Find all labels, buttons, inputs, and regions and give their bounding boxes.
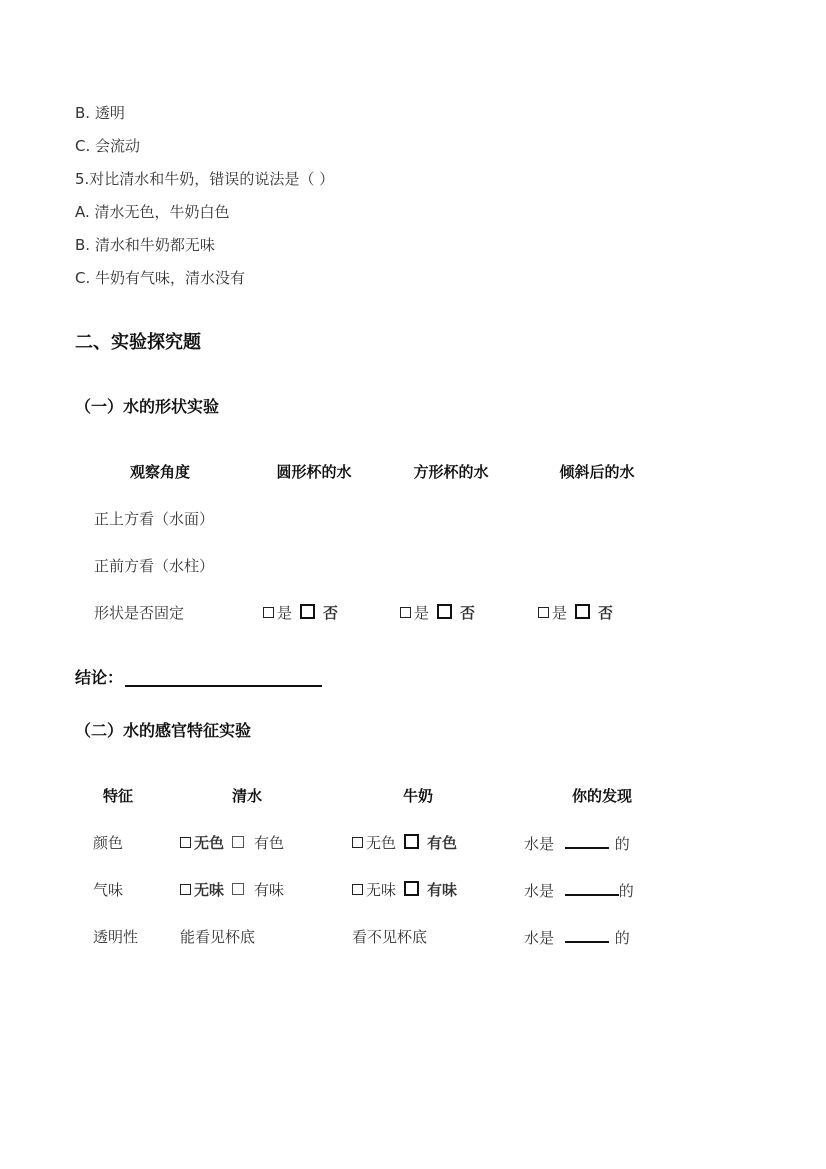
finding-prefix: 水是 bbox=[524, 929, 555, 947]
table1-header: 方形杯的水 bbox=[413, 463, 489, 481]
checkbox-icon[interactable] bbox=[437, 604, 452, 619]
option-c: C. 会流动 bbox=[75, 137, 141, 155]
finding-suffix: 的 bbox=[614, 929, 630, 947]
q5-option-c: C. 牛奶有气味，清水没有 bbox=[75, 269, 246, 287]
finding-blank[interactable] bbox=[565, 833, 609, 849]
option-label: 无色 bbox=[194, 834, 225, 852]
milk-color-choice[interactable] bbox=[352, 833, 457, 853]
table1-header: 倾斜后的水 bbox=[559, 463, 635, 481]
checkbox-icon[interactable] bbox=[404, 881, 419, 896]
conclusion-label: 结论： bbox=[75, 668, 124, 687]
yes-label: 是 bbox=[552, 604, 568, 622]
checkbox-icon[interactable] bbox=[300, 604, 315, 619]
table1-row-label: 形状是否固定 bbox=[94, 604, 185, 622]
table2-header: 特征 bbox=[102, 787, 134, 805]
yes-label: 是 bbox=[414, 604, 430, 622]
finding-blank[interactable] bbox=[565, 927, 609, 943]
fixed-shape-choice-square[interactable] bbox=[400, 603, 475, 623]
water-smell-choice[interactable] bbox=[180, 880, 284, 900]
checkbox-icon[interactable] bbox=[575, 604, 590, 619]
finding-suffix: 的 bbox=[614, 835, 630, 853]
checkbox-icon[interactable] bbox=[180, 884, 191, 895]
finding bbox=[524, 927, 630, 948]
table1-row-label: 正上方看（水面） bbox=[94, 510, 215, 528]
option-label: 有味 bbox=[254, 881, 285, 899]
table1-header: 圆形杯的水 bbox=[276, 463, 352, 481]
checkbox-icon[interactable] bbox=[232, 883, 244, 895]
checkbox-icon[interactable] bbox=[232, 836, 244, 848]
table2-header: 清水 bbox=[231, 787, 263, 805]
table1-header: 观察角度 bbox=[129, 463, 191, 481]
q5-option-b: B. 清水和牛奶都无味 bbox=[75, 236, 215, 254]
finding bbox=[524, 880, 634, 901]
option-label: 无味 bbox=[366, 881, 397, 899]
option-label: 有色 bbox=[427, 834, 458, 852]
no-label: 否 bbox=[323, 604, 339, 622]
checkbox-icon[interactable] bbox=[352, 837, 363, 848]
option-label: 有色 bbox=[254, 834, 285, 852]
checkbox-icon[interactable] bbox=[400, 607, 411, 618]
part2-title: （二）水的感官特征实验 bbox=[75, 721, 252, 740]
table2-header: 你的发现 bbox=[571, 787, 633, 805]
feature-label: 颜色 bbox=[93, 834, 124, 852]
checkbox-icon[interactable] bbox=[538, 607, 549, 618]
section-title: 二、实验探究题 bbox=[75, 332, 201, 353]
water-transparency: 能看见杯底 bbox=[180, 928, 256, 946]
conclusion-blank[interactable] bbox=[125, 670, 322, 687]
milk-transparency: 看不见杯底 bbox=[352, 928, 428, 946]
no-label: 否 bbox=[460, 604, 476, 622]
milk-smell-choice[interactable] bbox=[352, 880, 457, 900]
feature-label: 气味 bbox=[93, 881, 124, 899]
option-label: 无味 bbox=[194, 881, 225, 899]
finding-prefix: 水是 bbox=[524, 835, 555, 853]
finding-blank[interactable] bbox=[565, 880, 619, 896]
checkbox-icon[interactable] bbox=[352, 884, 363, 895]
q5-option-a: A. 清水无色，牛奶白色 bbox=[75, 203, 230, 221]
finding-suffix: 的 bbox=[618, 882, 634, 900]
feature-label: 透明性 bbox=[93, 928, 139, 946]
table1-row-label: 正前方看（水柱） bbox=[94, 557, 215, 575]
table2-header: 牛奶 bbox=[402, 787, 434, 805]
part1-title: （一）水的形状实验 bbox=[75, 397, 220, 416]
option-label: 无色 bbox=[366, 834, 397, 852]
checkbox-icon[interactable] bbox=[263, 607, 274, 618]
yes-label: 是 bbox=[277, 604, 293, 622]
water-color-choice[interactable] bbox=[180, 833, 284, 853]
checkbox-icon[interactable] bbox=[180, 837, 191, 848]
no-label: 否 bbox=[598, 604, 614, 622]
fixed-shape-choice-tilted[interactable] bbox=[538, 603, 613, 623]
checkbox-icon[interactable] bbox=[404, 834, 419, 849]
finding bbox=[524, 833, 630, 854]
finding-prefix: 水是 bbox=[524, 882, 555, 900]
option-b: B. 透明 bbox=[75, 104, 125, 122]
fixed-shape-choice-round[interactable] bbox=[263, 603, 338, 623]
question-5: 5.对比清水和牛奶，错误的说法是（ ） bbox=[75, 170, 335, 188]
option-label: 有味 bbox=[427, 881, 458, 899]
